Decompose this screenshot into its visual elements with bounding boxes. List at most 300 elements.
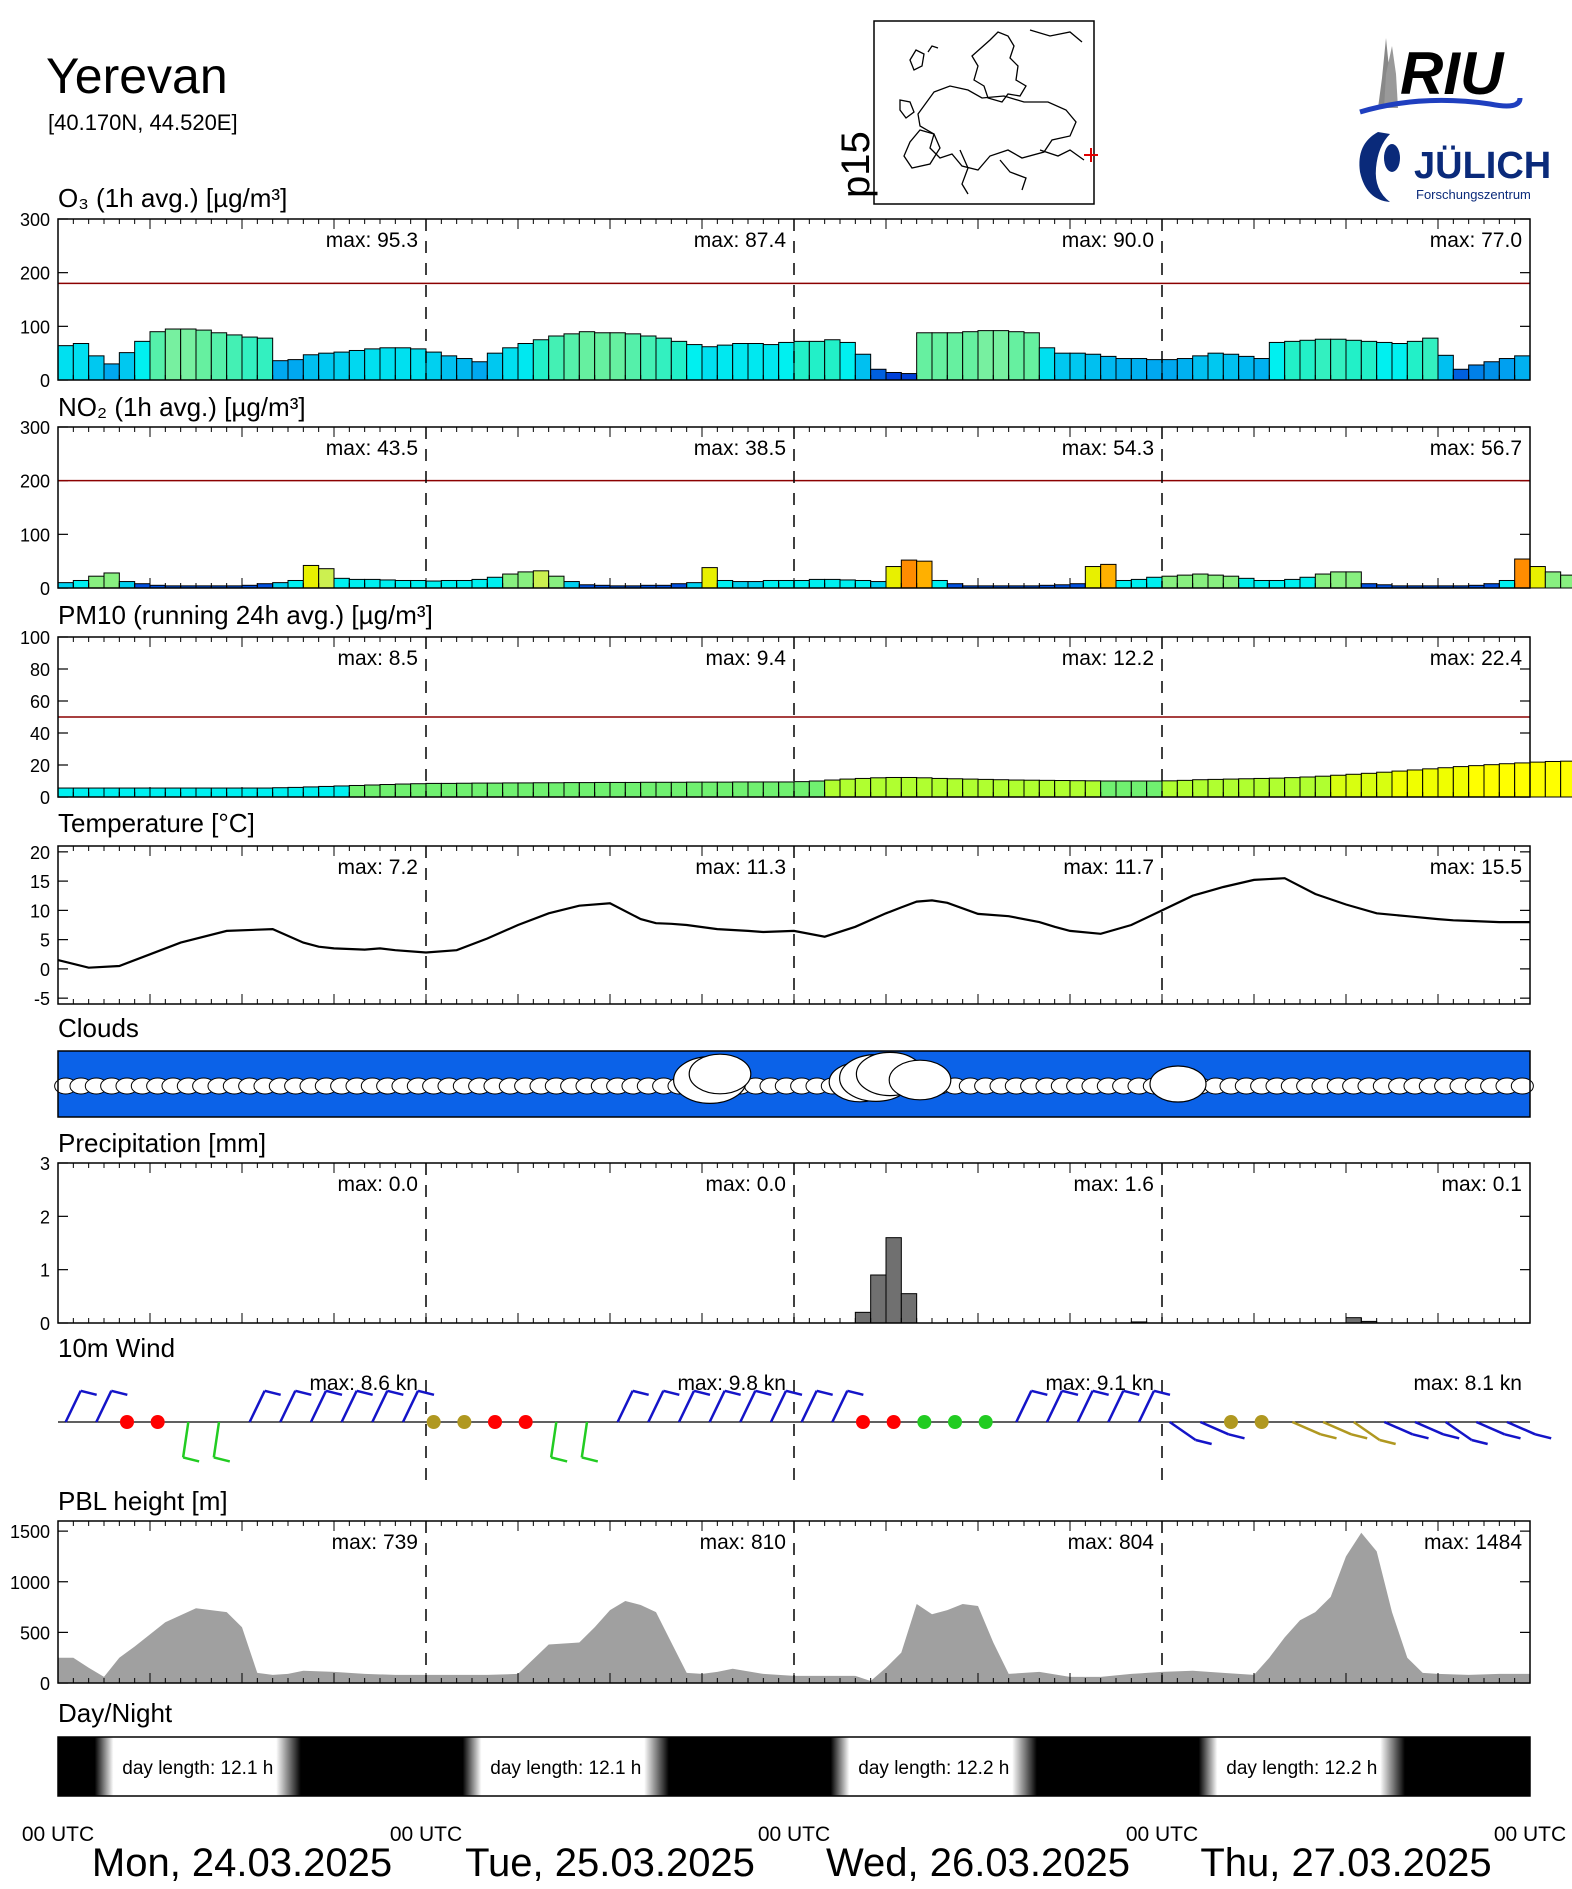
- bar: [564, 334, 579, 380]
- y-tick-label: 100: [19, 317, 50, 338]
- wind-barb: [1384, 1422, 1412, 1434]
- bar: [1239, 779, 1254, 797]
- bar: [273, 788, 288, 797]
- max-label: max: 1.6: [1073, 1173, 1154, 1196]
- bar: [426, 783, 441, 797]
- wind-barb: [96, 1391, 111, 1422]
- bar: [1499, 580, 1514, 588]
- bar: [1177, 359, 1192, 380]
- bar: [1285, 341, 1300, 380]
- bar: [901, 374, 916, 380]
- bar: [395, 580, 410, 588]
- bar: [840, 580, 855, 588]
- bar: [901, 1294, 916, 1323]
- wind-barb: [1415, 1422, 1443, 1434]
- bar: [809, 781, 824, 797]
- bar: [1346, 1318, 1361, 1323]
- bar: [641, 336, 656, 380]
- y-tick-label: 0: [39, 371, 50, 391]
- bar: [1300, 777, 1315, 797]
- bar: [257, 788, 272, 797]
- bar: [1269, 778, 1284, 797]
- bar: [518, 783, 533, 797]
- bar: [947, 779, 962, 797]
- y-tick-label: 0: [39, 788, 50, 808]
- bar: [1116, 781, 1131, 797]
- y-tick-label: 40: [29, 724, 50, 744]
- bar: [411, 580, 426, 588]
- bar: [825, 579, 840, 588]
- bar: [1453, 369, 1468, 380]
- y-tick-label: 0: [39, 579, 50, 599]
- wind-barb: [403, 1391, 418, 1422]
- wind-barb-flag: [1229, 1434, 1245, 1438]
- bar: [119, 353, 134, 380]
- wind-calm-dot: [856, 1415, 870, 1429]
- wind-barb-flag: [633, 1391, 649, 1395]
- bar: [472, 783, 487, 797]
- wind-barb: [250, 1391, 265, 1422]
- bar: [395, 784, 410, 797]
- bar: [993, 331, 1008, 380]
- y-tick-label: 100: [19, 628, 50, 648]
- bar: [1223, 779, 1238, 797]
- bar: [794, 580, 809, 588]
- bar: [503, 574, 518, 588]
- bar: [702, 568, 717, 588]
- bar: [549, 783, 564, 797]
- wind-calm-dot: [887, 1415, 901, 1429]
- bar: [211, 333, 226, 380]
- max-label: max: 95.3: [325, 229, 418, 252]
- wind-barb-flag: [183, 1457, 199, 1461]
- bar: [457, 580, 472, 588]
- wind-barb: [551, 1422, 556, 1457]
- bar: [1407, 341, 1422, 380]
- bar: [487, 783, 502, 797]
- y-tick-label: 15: [29, 872, 50, 893]
- bar: [349, 350, 364, 380]
- bar: [748, 782, 763, 797]
- bar: [855, 354, 870, 380]
- bar: [135, 341, 150, 380]
- bar: [426, 581, 441, 588]
- bar: [1561, 761, 1572, 797]
- utc-tick-label: 00 UTC: [389, 1823, 463, 1846]
- y-tick-label: 100: [19, 525, 50, 546]
- wind-calm-dot: [948, 1415, 962, 1429]
- wind-calm-dot: [1224, 1415, 1238, 1429]
- bar: [457, 359, 472, 380]
- bar: [441, 580, 456, 588]
- bar: [579, 783, 594, 797]
- max-label: max: 0.0: [337, 1173, 418, 1196]
- wind-calm-dot: [427, 1415, 441, 1429]
- bar: [303, 787, 318, 797]
- max-label: max: 8.1 kn: [1413, 1372, 1522, 1395]
- bar: [1208, 779, 1223, 797]
- wind-barb-flag: [1505, 1434, 1521, 1438]
- bar: [472, 362, 487, 380]
- bar: [717, 345, 732, 380]
- bar: [380, 785, 395, 797]
- bar: [104, 788, 119, 797]
- wind-barb: [679, 1391, 694, 1422]
- panel-title: Temperature [°C]: [58, 808, 255, 838]
- bar: [73, 580, 88, 588]
- bar: [1147, 360, 1162, 380]
- bar: [1162, 781, 1177, 797]
- day-label: Wed, 26.03.2025: [826, 1841, 1130, 1885]
- cloud-symbol: [689, 1054, 751, 1094]
- bar: [717, 580, 732, 588]
- header: [46, 21, 1551, 204]
- bar: [472, 579, 487, 588]
- bar: [963, 779, 978, 797]
- bar: [825, 780, 840, 797]
- map-label: p15: [834, 131, 878, 198]
- utc-tick-label: 00 UTC: [757, 1823, 831, 1846]
- bar: [932, 580, 947, 588]
- bar: [1131, 579, 1146, 588]
- location-title: Yerevan: [46, 48, 228, 104]
- bar: [303, 565, 318, 588]
- bar: [1407, 770, 1422, 797]
- temperature-panel: [30, 808, 1530, 1009]
- max-label: max: 12.2: [1061, 647, 1154, 670]
- panel-title: NO₂ (1h avg.) [µg/m³]: [58, 392, 306, 422]
- wind-barb: [1108, 1391, 1123, 1422]
- utc-tick-label: 00 UTC: [1125, 1823, 1199, 1846]
- bar: [1423, 769, 1438, 797]
- bar: [1453, 767, 1468, 797]
- bar: [978, 331, 993, 380]
- bar: [917, 333, 932, 380]
- bar: [380, 348, 395, 380]
- bar: [549, 336, 564, 380]
- bar: [625, 782, 640, 797]
- bar: [1131, 359, 1146, 380]
- bar: [733, 582, 748, 588]
- bar: [1499, 359, 1514, 380]
- bar: [119, 582, 134, 588]
- bar: [993, 780, 1008, 797]
- y-tick-label: 20: [29, 842, 50, 863]
- bar: [1515, 356, 1530, 380]
- bar: [349, 579, 364, 588]
- bar: [1361, 341, 1376, 380]
- bar: [671, 341, 686, 380]
- wind-barb: [372, 1391, 387, 1422]
- max-label: max: 43.5: [325, 437, 418, 460]
- bar: [932, 778, 947, 797]
- bar: [1545, 572, 1560, 588]
- y-tick-label: 20: [29, 756, 50, 776]
- bar: [227, 788, 242, 797]
- bar: [273, 583, 288, 588]
- max-label: max: 804: [1067, 1531, 1154, 1554]
- y-tick-label: 0: [39, 959, 50, 980]
- bar: [1024, 333, 1039, 380]
- day-length-label: day length: 12.1 h: [490, 1758, 642, 1779]
- bar: [886, 567, 901, 588]
- bar: [1162, 360, 1177, 380]
- bar: [1545, 761, 1560, 797]
- bar: [886, 372, 901, 380]
- bar: [978, 779, 993, 797]
- bar: [380, 580, 395, 588]
- bar: [104, 573, 119, 588]
- bar: [595, 333, 610, 380]
- bar: [334, 352, 349, 380]
- bar: [1469, 766, 1484, 797]
- bar: [89, 576, 104, 588]
- bar: [196, 788, 211, 797]
- bar: [733, 782, 748, 797]
- bar: [58, 788, 73, 797]
- wind-barb-flag: [1196, 1440, 1212, 1444]
- y-tick-label: 0: [39, 1674, 50, 1694]
- bar: [656, 338, 671, 380]
- wind-barb-flag: [847, 1391, 863, 1395]
- wind-barb: [1016, 1391, 1031, 1422]
- utc-tick-label: 00 UTC: [21, 1823, 95, 1846]
- bar: [763, 345, 778, 380]
- cloud-symbol: [1150, 1066, 1206, 1102]
- bar: [963, 332, 978, 380]
- bar: [1484, 765, 1499, 797]
- bar: [365, 785, 380, 797]
- bar: [1285, 579, 1300, 588]
- bar: [1377, 342, 1392, 380]
- wind-barb-flag: [1413, 1434, 1429, 1438]
- bar: [901, 560, 916, 588]
- max-label: max: 810: [699, 1531, 786, 1554]
- bar: [1254, 778, 1269, 797]
- julich-logo-sub: Forschungszentrum: [1416, 187, 1531, 202]
- bar: [1024, 780, 1039, 797]
- wind-calm-dot: [151, 1415, 165, 1429]
- max-label: max: 11.7: [1063, 856, 1154, 879]
- bar: [1208, 353, 1223, 380]
- bar: [1346, 774, 1361, 797]
- bar: [257, 338, 272, 380]
- bar: [656, 782, 671, 797]
- time-axis: [22, 1823, 1566, 1885]
- bar: [1361, 773, 1376, 797]
- riu-logo-text: RIU: [1400, 40, 1504, 107]
- bar: [1085, 354, 1100, 380]
- bar: [1162, 576, 1177, 588]
- wind-barb-flag: [111, 1391, 127, 1395]
- bar: [564, 582, 579, 588]
- bar: [288, 360, 303, 380]
- bar: [717, 782, 732, 797]
- bar: [533, 340, 548, 380]
- bar: [1239, 578, 1254, 588]
- y-tick-label: 60: [29, 692, 50, 712]
- bar: [518, 572, 533, 588]
- bar: [181, 788, 196, 797]
- riu-logo: [1360, 38, 1520, 112]
- bar: [1101, 564, 1116, 588]
- bar: [334, 786, 349, 797]
- bar: [227, 335, 242, 380]
- wind-calm-dot: [120, 1415, 134, 1429]
- bar: [595, 782, 610, 797]
- bar: [871, 778, 886, 797]
- bar: [1346, 572, 1361, 588]
- bar: [763, 782, 778, 797]
- day-length-label: day length: 12.1 h: [122, 1758, 274, 1779]
- bar: [242, 337, 257, 380]
- wind-barb-flag: [1380, 1440, 1396, 1444]
- bar: [794, 782, 809, 797]
- bar: [1223, 354, 1238, 380]
- europe-map: [834, 21, 1098, 204]
- bar: [871, 1275, 886, 1323]
- wind-barb: [1507, 1422, 1535, 1434]
- bar: [1193, 780, 1208, 797]
- wind-barb-flag: [582, 1457, 598, 1461]
- bar: [150, 332, 165, 380]
- bar: [671, 782, 686, 797]
- bar: [1315, 574, 1330, 588]
- cloud-symbol: [889, 1060, 951, 1100]
- bar: [1300, 340, 1315, 380]
- bar: [303, 355, 318, 380]
- wind-calm-dot: [519, 1415, 533, 1429]
- daynight-panel: [58, 1698, 1530, 1796]
- bar: [733, 344, 748, 380]
- bar: [441, 356, 456, 380]
- bar: [288, 787, 303, 797]
- bar: [165, 788, 180, 797]
- y-tick-label: 2: [39, 1207, 50, 1228]
- y-tick-label: 10: [29, 901, 50, 922]
- bar: [825, 340, 840, 380]
- wind-barb-flag: [214, 1457, 230, 1461]
- wind-barb: [1170, 1422, 1196, 1440]
- bar: [1070, 781, 1085, 797]
- bar: [1331, 572, 1346, 588]
- wind-barb: [582, 1422, 587, 1457]
- bar: [1085, 567, 1100, 588]
- bar: [1193, 574, 1208, 588]
- bar: [1484, 362, 1499, 380]
- bar: [196, 330, 211, 380]
- wind-barb: [1476, 1422, 1504, 1434]
- max-label: max: 1484: [1423, 1531, 1522, 1554]
- bar: [871, 369, 886, 380]
- bar: [809, 579, 824, 588]
- bar: [840, 342, 855, 380]
- bar: [687, 583, 702, 588]
- y-tick-label: 1: [39, 1260, 50, 1281]
- bar: [1315, 339, 1330, 380]
- wind-barb: [1323, 1422, 1351, 1434]
- max-label: max: 90.0: [1061, 229, 1154, 252]
- bar: [395, 348, 410, 380]
- day-length-label: day length: 12.2 h: [1226, 1758, 1378, 1779]
- bar: [365, 579, 380, 588]
- max-label: max: 11.3: [695, 856, 786, 879]
- y-tick-label: -5: [33, 989, 50, 1010]
- day-length-label: day length: 12.2 h: [858, 1758, 1010, 1779]
- bar: [1085, 781, 1100, 797]
- max-label: max: 8.6 kn: [309, 1372, 418, 1395]
- wind-barb: [771, 1391, 786, 1422]
- day-label: Thu, 27.03.2025: [1200, 1841, 1492, 1885]
- pbl-panel: [10, 1486, 1530, 1694]
- bar: [319, 353, 334, 380]
- wind-barb-flag: [1472, 1440, 1488, 1444]
- bar: [242, 788, 257, 797]
- bar: [1239, 356, 1254, 380]
- bar: [1254, 580, 1269, 588]
- bar: [1530, 762, 1545, 797]
- day-label: Mon, 24.03.2025: [91, 1841, 393, 1885]
- bar: [886, 1238, 901, 1323]
- bar: [855, 1312, 870, 1323]
- bar: [89, 788, 104, 797]
- bar: [702, 782, 717, 797]
- no2-panel: [20, 392, 1572, 599]
- bar: [58, 346, 73, 380]
- bar: [1499, 764, 1514, 797]
- bar: [1438, 355, 1453, 380]
- bar: [1423, 338, 1438, 380]
- wind-barb: [280, 1391, 295, 1422]
- y-tick-label: 3: [39, 1154, 50, 1174]
- max-label: max: 38.5: [693, 437, 786, 460]
- max-label: max: 0.1: [1441, 1173, 1522, 1196]
- bar: [1055, 781, 1070, 797]
- bar: [1039, 780, 1054, 797]
- bar: [457, 783, 472, 797]
- max-label: max: 15.5: [1429, 856, 1522, 879]
- bar: [779, 782, 794, 797]
- wind-barb-flag: [1443, 1434, 1459, 1438]
- bar: [273, 361, 288, 380]
- bar: [1515, 763, 1530, 797]
- bar: [947, 333, 962, 380]
- max-label: max: 22.4: [1429, 647, 1522, 670]
- bar: [855, 580, 870, 588]
- bar: [1392, 771, 1407, 797]
- bar: [687, 345, 702, 380]
- bar: [779, 342, 794, 380]
- bar: [349, 785, 364, 797]
- bar: [1331, 339, 1346, 380]
- julich-logo: [1359, 132, 1551, 202]
- bar: [104, 364, 119, 380]
- bar: [1177, 780, 1192, 797]
- bar: [748, 344, 763, 380]
- bar: [1101, 356, 1116, 380]
- max-label: max: 7.2: [337, 856, 418, 879]
- wind-barb: [802, 1391, 817, 1422]
- bar: [89, 356, 104, 380]
- bar: [73, 788, 88, 797]
- precipitation-panel: [40, 1128, 1530, 1334]
- wind-barb: [1292, 1422, 1320, 1434]
- panel-title: Precipitation [mm]: [58, 1128, 267, 1158]
- bar: [150, 788, 165, 797]
- bar: [365, 349, 380, 380]
- wind-barb-flag: [817, 1391, 833, 1395]
- julich-logo-text: JÜLICH: [1414, 145, 1552, 187]
